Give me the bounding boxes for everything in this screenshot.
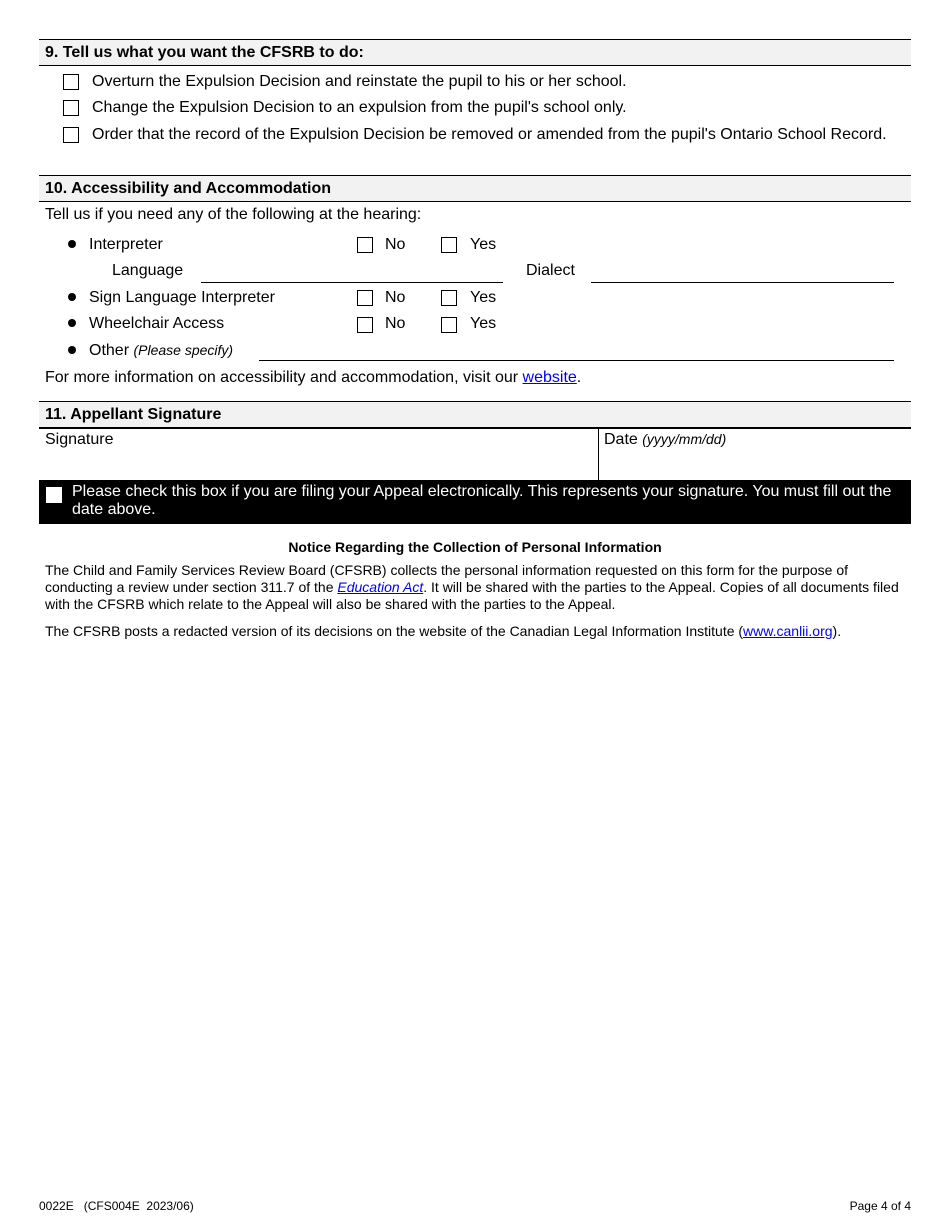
website-link[interactable]: website bbox=[522, 369, 577, 386]
sign-language-label: Sign Language Interpreter bbox=[89, 289, 275, 306]
page-number: Page 4 of 4 bbox=[849, 1199, 911, 1213]
wheelchair-no-label: No bbox=[385, 315, 406, 332]
signature-label: Signature bbox=[45, 431, 114, 448]
sign-language-no-label: No bbox=[385, 289, 406, 306]
date-label: Date bbox=[604, 431, 638, 448]
interpreter-yes-checkbox[interactable] bbox=[441, 237, 457, 253]
notice-title: Notice Regarding the Collection of Personal Information bbox=[288, 539, 662, 555]
sign-language-no-checkbox[interactable] bbox=[357, 290, 373, 306]
electronic-filing-checkbox[interactable] bbox=[46, 487, 62, 503]
option-overturn-checkbox[interactable] bbox=[63, 74, 79, 90]
sign-language-yes-label: Yes bbox=[470, 289, 497, 306]
form-id: 0022E (CFS004E 2023/06) bbox=[39, 1199, 194, 1213]
date-hint: (yyyy/mm/dd) bbox=[642, 431, 727, 447]
bullet-icon bbox=[68, 293, 76, 301]
option-record-label: Order that the record of the Expulsion Decision be removed or amended from the pupil's Ontario School Record. bbox=[92, 126, 887, 143]
section-11-header bbox=[39, 401, 911, 428]
interpreter-yes-label: Yes bbox=[470, 236, 497, 253]
sign-language-yes-checkbox[interactable] bbox=[441, 290, 457, 306]
interpreter-no-label: No bbox=[385, 236, 406, 253]
interpreter-no-checkbox[interactable] bbox=[357, 237, 373, 253]
notice-paragraph-2 bbox=[45, 623, 905, 640]
section-9-title: 9. Tell us what you want the CFSRB to do: bbox=[45, 44, 364, 61]
notice-p1-text: The Child and Family Services Review Board (CFSRB) collects the personal information requested on this form for the purpose of conducting a review under section 311.7 of the bbox=[45, 562, 849, 595]
more-info-period: . bbox=[576, 369, 582, 386]
other-hint: (Please specify) bbox=[133, 342, 234, 358]
section-9-header bbox=[39, 39, 911, 66]
notice-p1-text-after: . It will be shared with the parties to the Appeal. Copies of all documents filed with the CFSRB which relate to the Appeal will also be shared with the parties to the Appeal. bbox=[45, 579, 899, 612]
other-label: Other bbox=[89, 342, 130, 359]
date-field[interactable] bbox=[604, 450, 904, 478]
accessibility-intro: Tell us if you need any of the following at the hearing: bbox=[45, 206, 422, 223]
other-label-group bbox=[89, 341, 233, 360]
wheelchair-label: Wheelchair Access bbox=[89, 315, 225, 332]
wheelchair-yes-label: Yes bbox=[470, 315, 497, 332]
other-input[interactable] bbox=[259, 360, 894, 361]
section-10-title: 10. Accessibility and Accommodation bbox=[45, 180, 332, 197]
bullet-icon bbox=[68, 319, 76, 327]
language-label: Language bbox=[112, 262, 184, 279]
canlii-link[interactable]: www.canlii.org bbox=[743, 623, 833, 639]
interpreter-label: Interpreter bbox=[89, 236, 163, 253]
option-overturn-label: Overturn the Expulsion Decision and reinstate the pupil to his or her school. bbox=[92, 73, 627, 90]
signature-divider bbox=[598, 428, 599, 480]
option-record-checkbox[interactable] bbox=[63, 127, 79, 143]
signature-field[interactable] bbox=[46, 450, 594, 478]
notice-paragraph-1 bbox=[45, 562, 905, 613]
dialect-input[interactable] bbox=[591, 282, 894, 283]
more-info-label: For more information on accessibility and accommodation, visit our bbox=[45, 369, 519, 386]
date-label-group bbox=[604, 430, 726, 449]
electronic-filing-bar bbox=[39, 480, 911, 524]
electronic-filing-text: Please check this box if you are filing your Appeal electronically. This represents your signature. You must fill out the date above. bbox=[72, 483, 892, 518]
option-change-checkbox[interactable] bbox=[63, 100, 79, 116]
notice-p2-text-after: ). bbox=[832, 623, 842, 639]
notice-p2-text: The CFSRB posts a redacted version of its decisions on the website of the Canadian Legal Information Institute ( bbox=[45, 623, 744, 639]
education-act-link[interactable]: Education Act bbox=[337, 579, 424, 595]
wheelchair-no-checkbox[interactable] bbox=[357, 317, 373, 333]
section-11-title: 11. Appellant Signature bbox=[45, 406, 222, 423]
section-10-header bbox=[39, 175, 911, 202]
language-input[interactable] bbox=[201, 282, 503, 283]
wheelchair-yes-checkbox[interactable] bbox=[441, 317, 457, 333]
bullet-icon bbox=[68, 240, 76, 248]
option-change-label: Change the Expulsion Decision to an expulsion from the pupil's school only. bbox=[92, 99, 627, 116]
more-info-text bbox=[45, 368, 581, 387]
dialect-label: Dialect bbox=[526, 262, 575, 279]
bullet-icon bbox=[68, 346, 76, 354]
